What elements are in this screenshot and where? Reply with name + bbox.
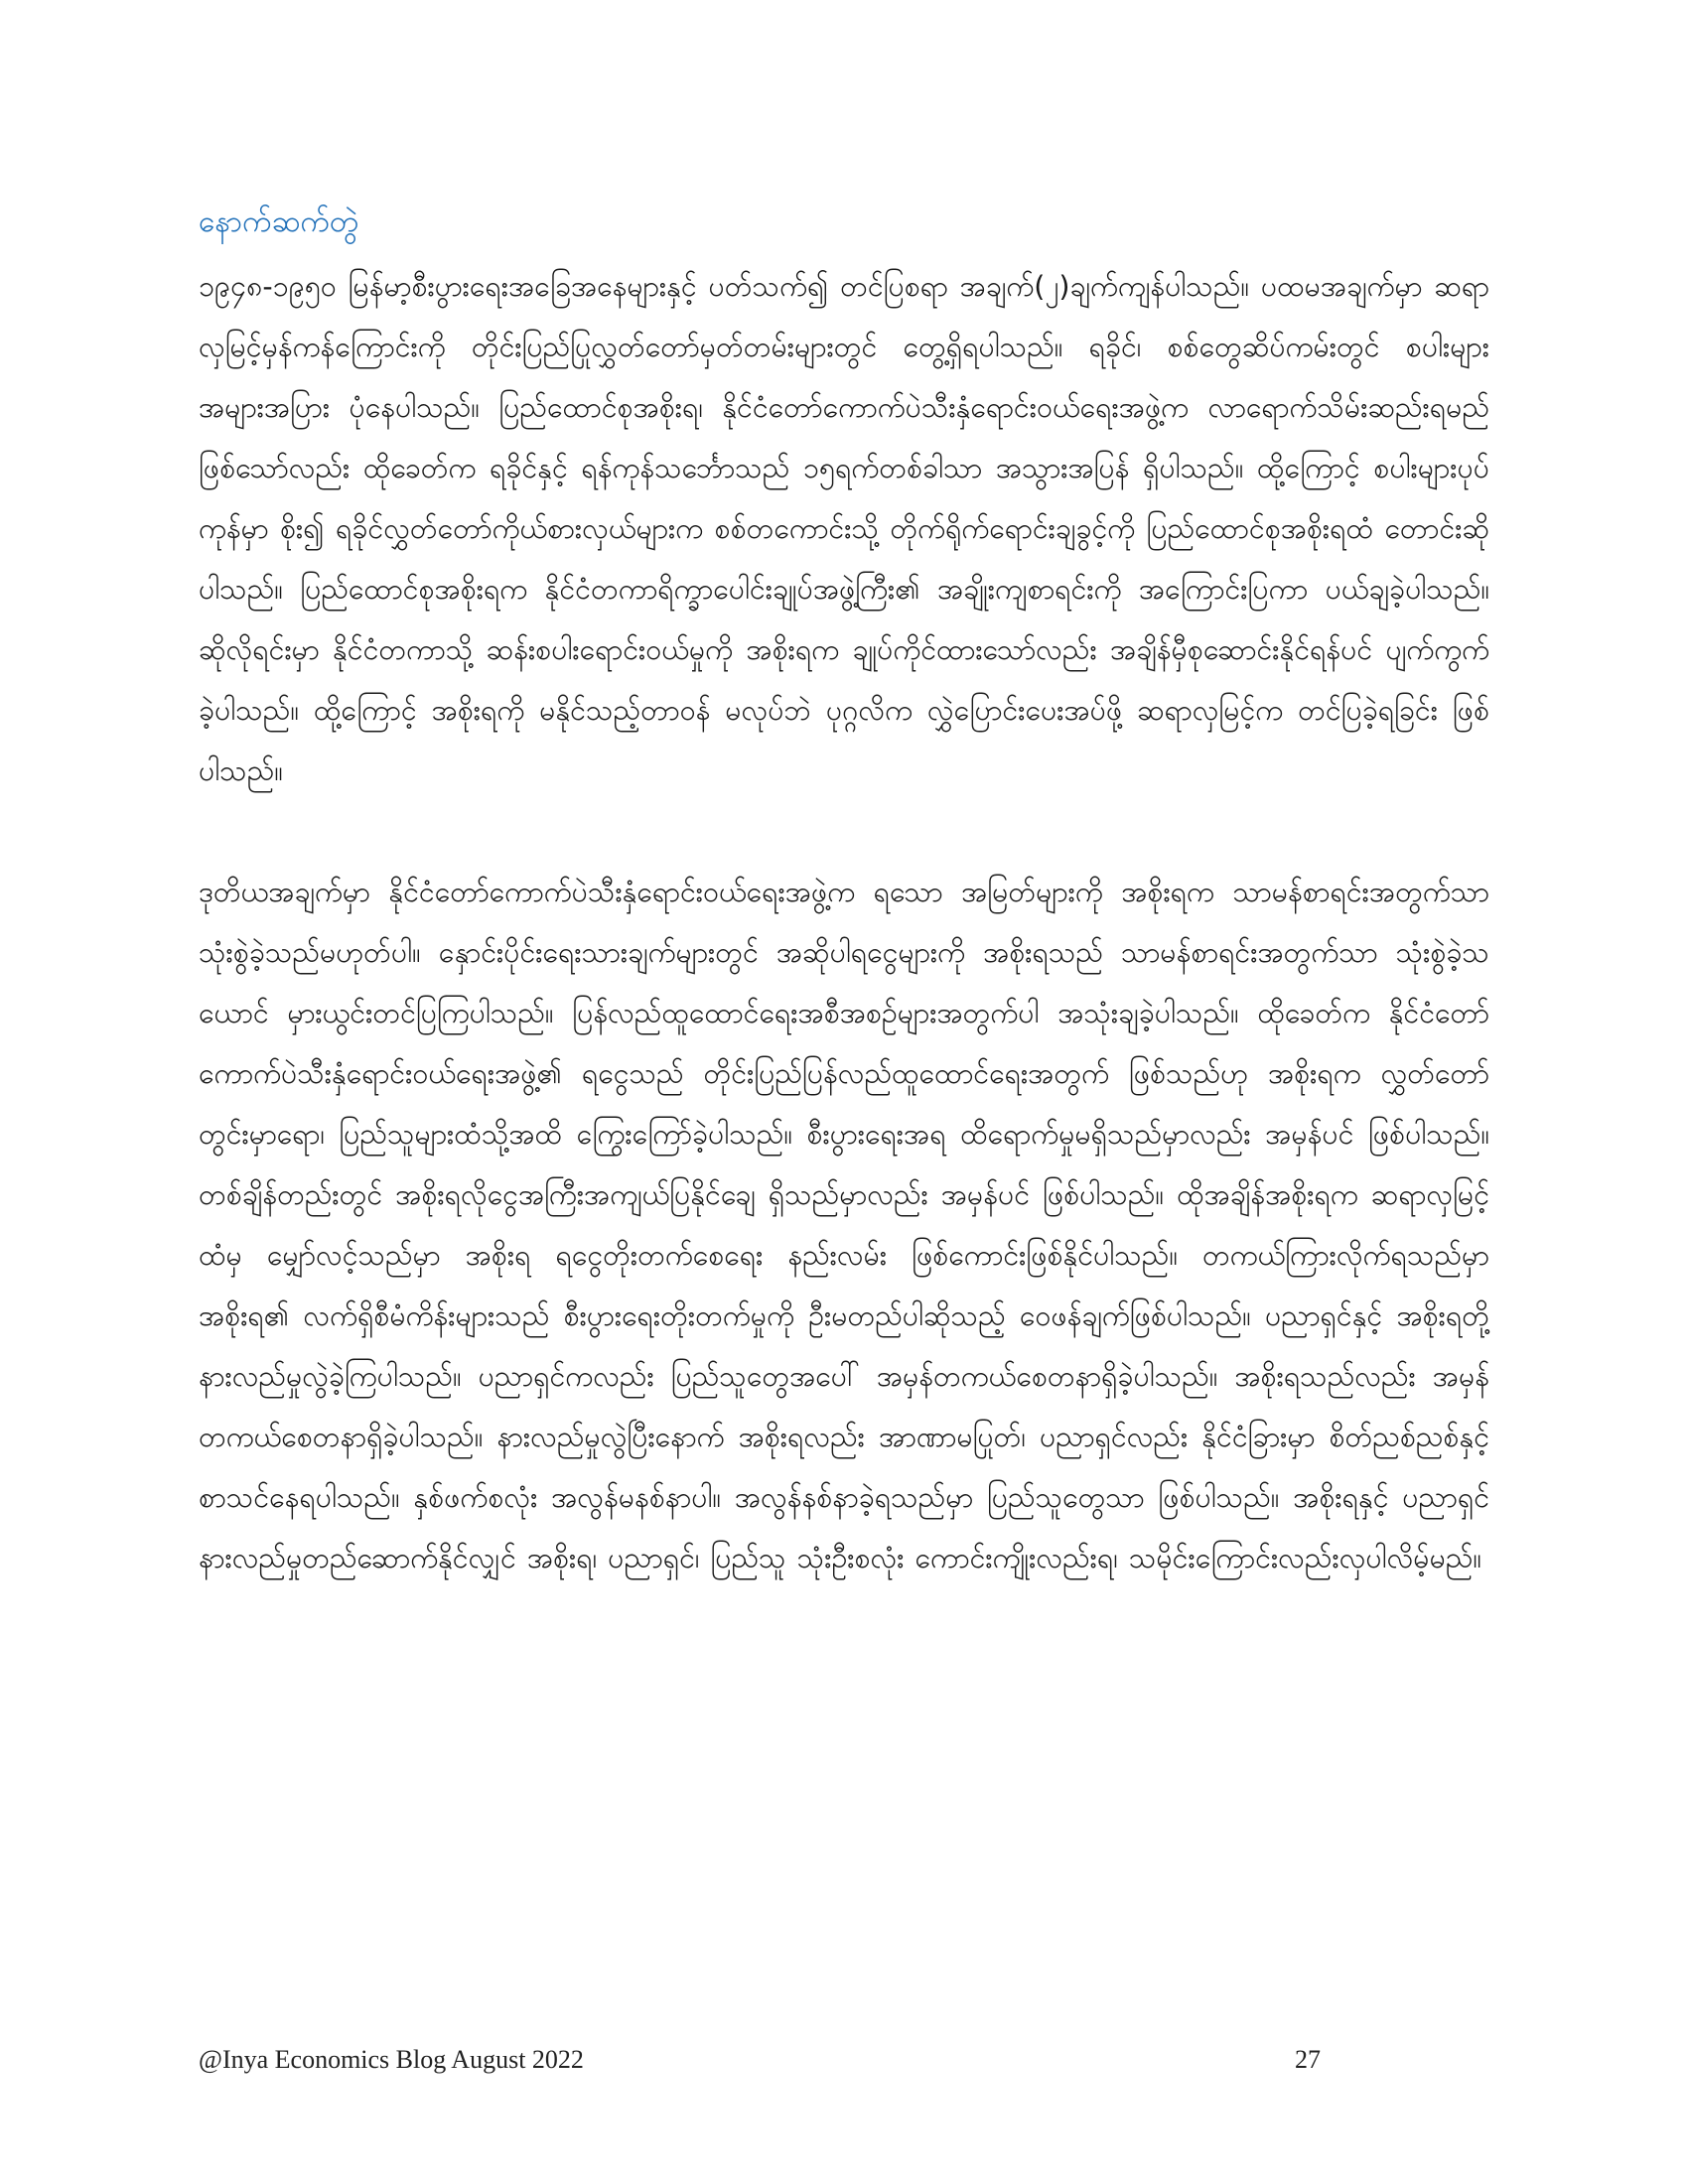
page-number: 27	[1295, 2045, 1321, 2074]
section-heading: နောက်ဆက်တွဲ	[199, 205, 359, 239]
paragraph-1: ၁၉၄၈-၁၉၅၀ မြန်မာ့စီးပွားရေးအခြေအနေများနှင့် ပတ်သက်၍ တင်ပြစရာ အချက်(၂)ချက်ကျန်ပါသည်။ ပထမအချက်မှာ ဆရာလှမြင့်မှန်ကန်ကြောင်းကို တိုင်းပြည်ပြုလွှတ်တော်မှတ်တမ်းများတွင် တွေ့ရှိရပါသည်။ ရခိုင်၊ စစ်တွေဆိပ်ကမ်းတွင် စပါးများ အများအပြား ပုံနေပါသည်။ ပြည်ထောင်စုအစိုးရ၊ နိုင်ငံတော်ကောက်ပဲသီးနှံရောင်းဝယ်ရေးအဖွဲ့က လာရောက်သိမ်းဆည်းရမည် ဖြစ်သော်လည်း ထိုခေတ်က ရခိုင်နှင့် ရန်ကုန်သင်္ဘောသည် ၁၅ရက်တစ်ခါသာ အသွားအပြန် ရှိပါသည်။ ထို့ကြောင့် စပါးများပုပ်ကုန်မှာ စိုး၍ ရခိုင်လွှတ်တော်ကိုယ်စားလှယ်များက စစ်တကောင်းသို့ တိုက်ရိုက်ရောင်းချခွင့်ကို ပြည်ထောင်စုအစိုးရထံ တောင်းဆိုပါသည်။ ပြည်ထောင်စုအစိုးရက နိုင်ငံတကာရိက္ခာပေါင်းချုပ်အဖွဲ့ကြီး၏ အချိုးကျစာရင်းကို အကြောင်းပြကာ ပယ်ချခဲ့ပါသည်။ ဆိုလိုရင်းမှာ နိုင်ငံတကာသို့ ဆန်းစပါးရောင်းဝယ်မှုကို အစိုးရက ချုပ်ကိုင်ထားသော်လည်း အချိန်မှီစုဆောင်းနိုင်ရန်ပင် ပျက်ကွက်ခဲ့ပါသည်။ ထို့ကြောင့် အစိုးရကို မနိုင်သည့်တာဝန် မလုပ်ဘဲ ပုဂ္ဂလိက လွှဲပြောင်းပေးအပ်ဖို့ ဆရာလှမြင့်က တင်ပြခဲ့ရခြင်း ဖြစ်ပါသည်။	[199, 270, 1489, 787]
footer-source: @Inya Economics Blog August 2022	[199, 2045, 584, 2074]
paragraph-gap	[199, 801, 1489, 862]
page-content	[199, 199, 1489, 1588]
paragraph-2: ဒုတိယအချက်မှာ နိုင်ငံတော်ကောက်ပဲသီးနှံရောင်းဝယ်ရေးအဖွဲ့က ရသော အမြတ်များကို အစိုးရက သာမန်စာရင်းအတွက်သာ သုံးစွဲခဲ့သည်မဟုတ်ပါ။ နှောင်းပိုင်းရေးသားချက်များတွင် အဆိုပါရငွေများကို အစိုးရသည် သာမန်စာရင်းအတွက်သာ သုံးစွဲခဲ့သယောင် မှားယွင်းတင်ပြကြပါသည်။ ပြန်လည်ထူထောင်ရေးအစီအစဉ်များအတွက်ပါ အသုံးချခဲ့ပါသည်။ ထိုခေတ်က နိုင်ငံတော်ကောက်ပဲသီးနှံရောင်းဝယ်ရေးအဖွဲ့၏ ရငွေသည် တိုင်းပြည်ပြန်လည်ထူထောင်ရေးအတွက် ဖြစ်သည်ဟု အစိုးရက လွှတ်တော်တွင်းမှာရော၊ ပြည်သူများထံသို့အထိ ကြွေးကြော်ခဲ့ပါသည်။ စီးပွားရေးအရ ထိရောက်မှုမရှိသည်မှာလည်း အမှန်ပင် ဖြစ်ပါသည်။ တစ်ချိန်တည်းတွင် အစိုးရလိုငွေအကြီးအကျယ်ပြနိုင်ချေ ရှိသည်မှာလည်း အမှန်ပင် ဖြစ်ပါသည်။ ထိုအချိန်အစိုးရက ဆရာလှမြင့်ထံမှ မျှော်လင့်သည်မှာ အစိုးရ ရငွေတိုးတက်စေရေး နည်းလမ်း ဖြစ်ကောင်းဖြစ်နိုင်ပါသည်။ တကယ်ကြားလိုက်ရသည်မှာ အစိုးရ၏ လက်ရှိစီမံကိန်းများသည် စီးပွားရေးတိုးတက်မှုကို ဦးမတည်ပါဆိုသည့် ဝေဖန်ချက်ဖြစ်ပါသည်။ ပညာရှင်နှင့် အစိုးရတို့ နားလည်မှုလွဲခဲ့ကြပါသည်။ ပညာရှင်ကလည်း ပြည်သူတွေအပေါ် အမှန်တကယ်စေတနာရှိခဲ့ပါသည်။ အစိုးရသည်လည်း အမှန်တကယ်စေတနာရှိခဲ့ပါသည်။ နားလည်မှုလွဲပြီးနောက် အစိုးရလည်း အာဏာမပြုတ်၊ ပညာရှင်လည်း နိုင်ငံခြားမှာ စိတ်ညစ်ညစ်နှင့် စာသင်နေရပါသည်။ နှစ်ဖက်စလုံး အလွန်မနစ်နာပါ။ အလွန်နစ်နာခဲ့ရသည်မှာ ပြည်သူတွေသာ ဖြစ်ပါသည်။ အစိုးရနှင့် ပညာရှင် နားလည်မှုတည်ဆောက်နိုင်လျှင် အစိုးရ၊ ပညာရှင်၊ ပြည်သူ သုံးဦးစလုံး ကောင်းကျိုးလည်းရ၊ သမိုင်းကြောင်းလည်းလှပါလိမ့်မည်။	[199, 876, 1489, 1574]
